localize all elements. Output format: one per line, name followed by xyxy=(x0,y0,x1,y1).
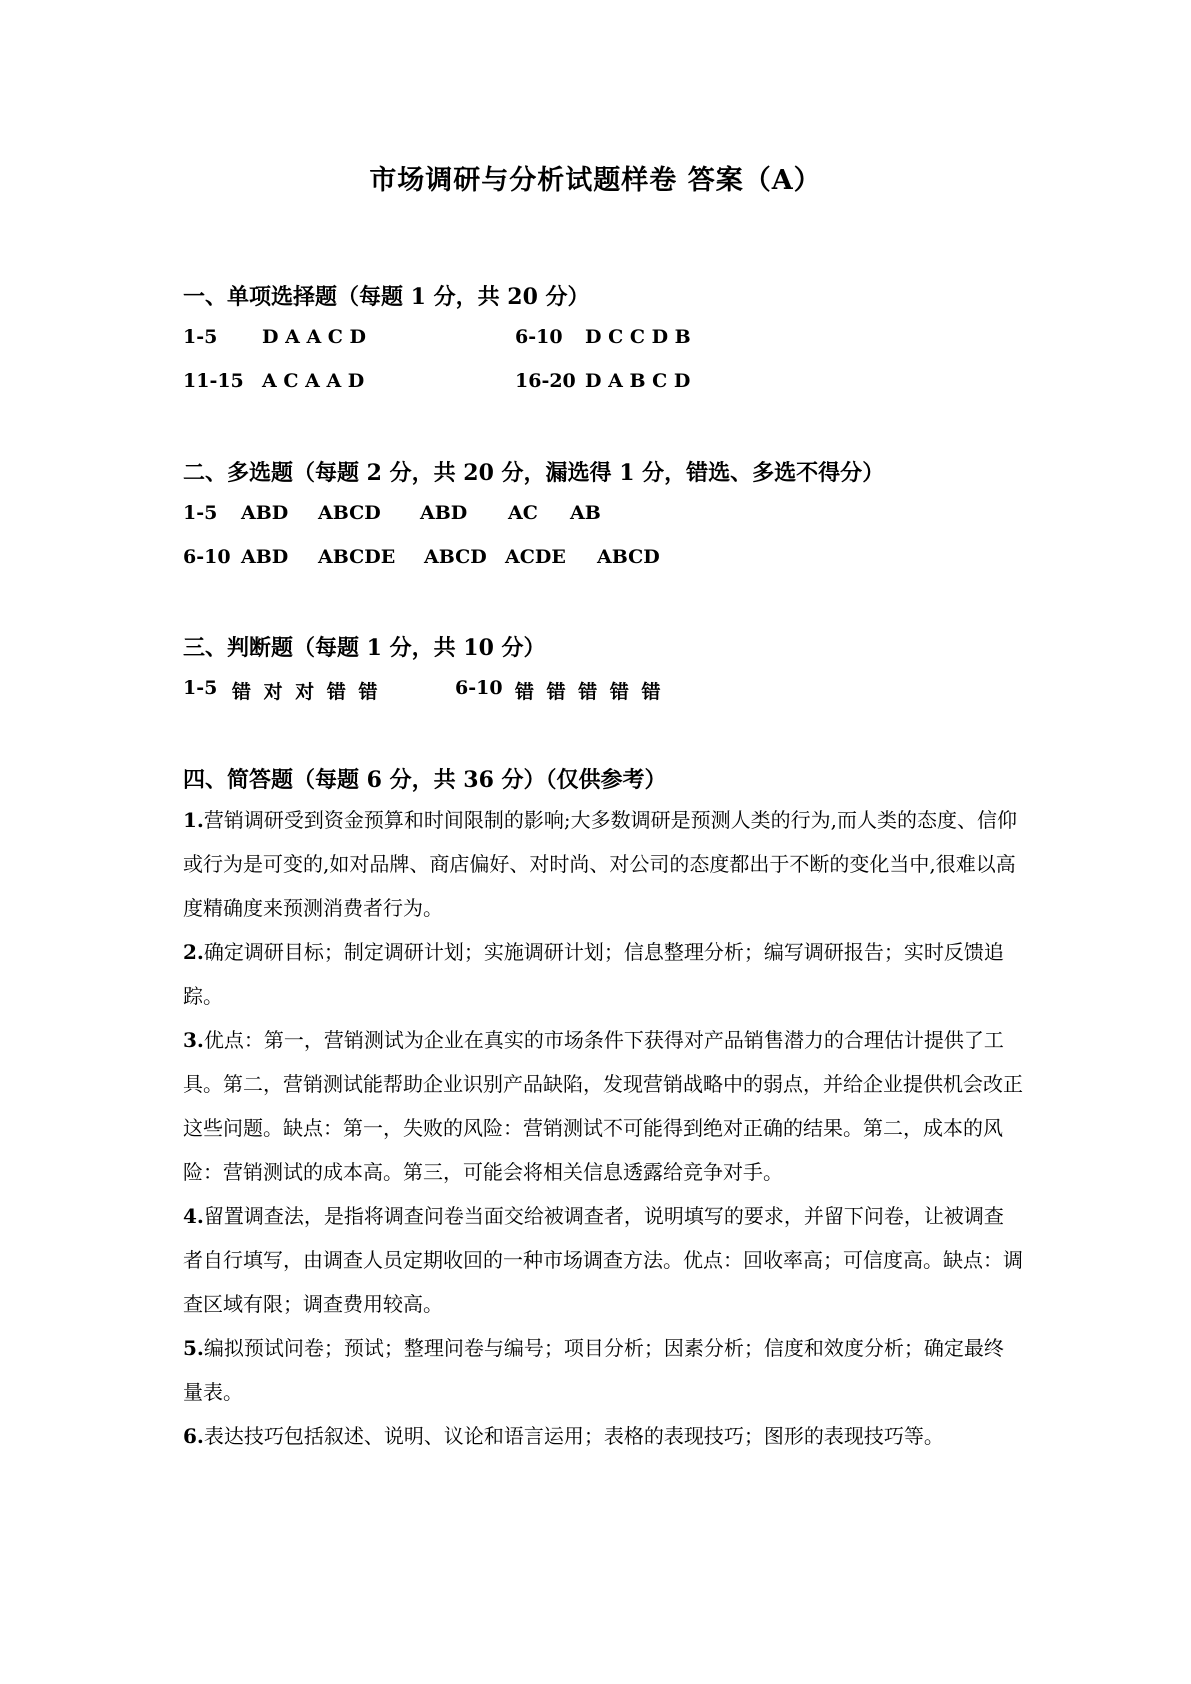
s2-row1-answer: ABCD xyxy=(318,502,381,524)
answer-number: 3. xyxy=(183,1028,204,1052)
s2-row2-answer: ABCD xyxy=(424,546,487,568)
s1-row2-ans1: A C A A D xyxy=(262,370,365,392)
s2-row2-answer: ABD xyxy=(241,546,289,568)
short-answer-4 xyxy=(183,1194,1023,1326)
s2-row2-answer: ABCDE xyxy=(318,546,396,568)
s1-row1-range2: 6-10 xyxy=(515,326,563,348)
answer-text: 编拟预试问卷；预试；整理问卷与编号；项目分析；因素分析；信度和效度分析；确定最终量表。 xyxy=(183,1336,1004,1404)
answer-number: 5. xyxy=(183,1336,204,1360)
s2-row1-answer: ABD xyxy=(420,502,468,524)
s2-row1-answer: AB xyxy=(570,502,601,524)
section2-heading: 二、多选题（每题 2 分，共 20 分，漏选得 1 分，错选、多选不得分） xyxy=(183,460,885,486)
s3-ans1: 错 对 对 错 错 xyxy=(232,681,378,703)
answer-text: 留置调查法，是指将调查问卷当面交给被调查者，说明填写的要求，并留下问卷，让被调查者自行填写，由调查人员定期收回的一种市场调查方法。优点：回收率高；可信度高。缺点：调查区域有限；调查费用较高。 xyxy=(183,1204,1023,1316)
short-answer-3 xyxy=(183,1018,1023,1194)
s1-row2-range2: 16-20 xyxy=(515,370,576,392)
short-answer-6 xyxy=(183,1414,1023,1458)
short-answer-2 xyxy=(183,930,1023,1018)
short-answer-1 xyxy=(183,798,1023,930)
answer-text: 优点：第一，营销测试为企业在真实的市场条件下获得对产品销售潜力的合理估计提供了工具。第二，营销测试能帮助企业识别产品缺陷，发现营销战略中的弱点，并给企业提供机会改正这些问题。缺点：第一，失败的风险：营销测试不可能得到绝对正确的结果。第二，成本的风险：营销测试的成本高。第三，可能会将相关信息透露给竞争对手。 xyxy=(183,1028,1023,1184)
section3-heading: 三、判断题（每题 1 分，共 10 分） xyxy=(183,635,546,661)
s2-row2-answer: ACDE xyxy=(505,546,566,568)
s2-row1-answer: ABD xyxy=(241,502,289,524)
s3-range1: 1-5 xyxy=(183,677,218,699)
answer-text: 营销调研受到资金预算和时间限制的影响;大多数调研是预测人类的行为,而人类的态度、信仰或行为是可变的,如对品牌、商店偏好、对时尚、对公司的态度都出于不断的变化当中,很难以高度精确度来预测消费者行为。 xyxy=(183,808,1017,920)
s3-ans2: 错 错 错 错 错 xyxy=(515,681,661,703)
s2-row1-range: 1-5 xyxy=(183,502,218,524)
short-answer-5 xyxy=(183,1326,1023,1414)
answer-number: 6. xyxy=(183,1424,204,1448)
answer-number: 4. xyxy=(183,1204,204,1228)
s2-row1-answer: AC xyxy=(508,502,538,524)
answer-text: 表达技巧包括叙述、说明、议论和语言运用；表格的表现技巧；图形的表现技巧等。 xyxy=(203,1424,944,1448)
answer-number: 1. xyxy=(183,808,204,832)
section1-heading: 一、单项选择题（每题 1 分，共 20 分） xyxy=(183,284,590,310)
answer-text: 确定调研目标；制定调研计划；实施调研计划；信息整理分析；编写调研报告；实时反馈追踪。 xyxy=(183,940,1004,1008)
s1-row1-ans2: D C C D B xyxy=(585,326,691,348)
section4-heading: 四、简答题（每题 6 分，共 36 分）（仅供参考） xyxy=(183,767,667,793)
s3-range2: 6-10 xyxy=(455,677,503,699)
s1-row2-ans2: D A B C D xyxy=(585,370,691,392)
s1-row2-range1: 11-15 xyxy=(183,370,244,392)
answer-number: 2. xyxy=(183,940,204,964)
s1-row1-range1: 1-5 xyxy=(183,326,218,348)
page-title: 市场调研与分析试题样卷 答案（A） xyxy=(369,165,822,196)
s2-row2-answer: ABCD xyxy=(597,546,660,568)
s1-row1-ans1: D A A C D xyxy=(262,326,367,348)
s2-row2-range: 6-10 xyxy=(183,546,231,568)
